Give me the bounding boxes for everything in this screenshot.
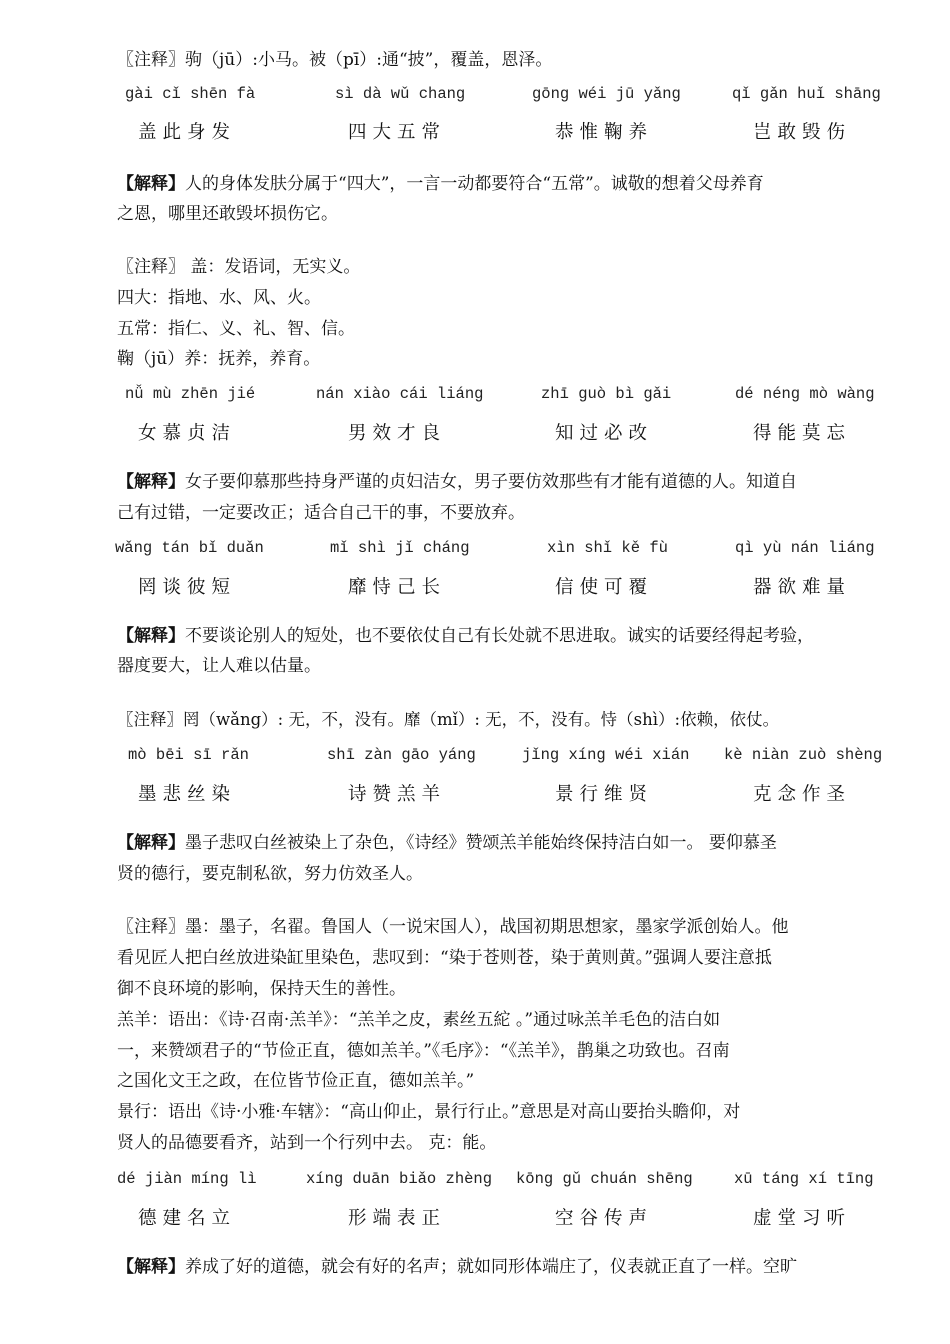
verse-chars: 岂敢毁伤 xyxy=(753,122,852,143)
explanation-label: 【解释】 xyxy=(117,626,185,646)
pinyin: shī zàn gāo yáng xyxy=(327,746,476,764)
explanation-2: 【解释】女子要仰慕那些持身严谨的贞妇洁女，男子要仿效那些有才能有道德的人。知道自 xyxy=(117,472,797,492)
pinyin: sì dà wǔ chang xyxy=(335,85,466,103)
verse-chars: 得能莫忘 xyxy=(753,423,852,444)
verse-chars: 罔谈彼短 xyxy=(138,577,237,598)
pinyin: mò bēi sī rǎn xyxy=(128,746,249,764)
explanation-3: 【解释】不要谈论别人的短处，也不要依仗自己有长处就不思进取。诚实的话要经得起考验， xyxy=(117,626,814,646)
verse-chars: 靡恃己长 xyxy=(348,577,447,598)
verse-chars: 克念作圣 xyxy=(753,784,852,805)
annotation-4-line-2: 看见匠人把白丝放进染缸里染色，悲叹到：“染于苍则苍，染于黄则黄。”强调人要注意抵 xyxy=(117,948,772,968)
verse-chars: 墨悲丝染 xyxy=(138,784,237,805)
explanation-1: 【解释】人的身体发肤分属于“四大”，一言一动都要符合“五常”。诚敬的想着父母养育 xyxy=(117,174,764,194)
annotation-1: 〖注释〗驹（jū）:小马。被（pī）:通“披”，覆盖，恩泽。 xyxy=(117,50,553,70)
annotation-4-line-7: 景行：语出《诗·小雅·车辖》：“高山仰止，景行行止。”意思是对高山要抬头瞻仰，对 xyxy=(117,1102,741,1122)
annotation-4-line-5: 一，来赞颂君子的“节俭正直，德如羔羊。”《毛序》：“《羔羊》，鹊巢之功致也。召南 xyxy=(117,1041,730,1061)
explanation-label: 【解释】 xyxy=(117,174,185,194)
explanation-3-line-2: 器度要大，让人难以估量。 xyxy=(117,656,321,676)
verse-chars: 器欲难量 xyxy=(753,577,852,598)
explanation-label: 【解释】 xyxy=(117,1257,185,1277)
pinyin: kè niàn zuò shèng xyxy=(724,746,883,764)
verse-chars: 空谷传声 xyxy=(555,1208,654,1229)
verse-chars: 诗赞羔羊 xyxy=(348,784,447,805)
verse-chars: 恭惟鞠养 xyxy=(555,122,654,143)
verse-chars: 虚堂习听 xyxy=(753,1208,852,1229)
pinyin: dé jiàn míng lì xyxy=(117,1170,257,1188)
annotation-3: 〖注释〗罔（wǎng）: 无，不，没有。靡（mǐ）: 无，不，没有。恃（shì）:依赖，依仗。 xyxy=(117,710,780,729)
explanation-4-line-2: 贤的德行，要克制私欲，努力仿效圣人。 xyxy=(117,864,423,884)
verse-chars: 德建名立 xyxy=(138,1208,237,1229)
verse-chars: 知过必改 xyxy=(555,423,654,444)
annotation-2-line-1: 〖注释〗 盖：发语词，无实义。 xyxy=(117,257,361,277)
explanation-label: 【解释】 xyxy=(117,833,185,853)
pinyin: nǚ mù zhēn jié xyxy=(125,385,256,403)
pinyin: xíng duān biǎo zhèng xyxy=(306,1170,493,1188)
annotation-4-line-1: 〖注释〗墨：墨子，名翟。鲁国人（一说宋国人），战国初期思想家，墨家学派创始人。他 xyxy=(117,917,789,937)
pinyin: dé néng mò wàng xyxy=(735,385,875,403)
verse-chars: 盖此身发 xyxy=(138,122,237,143)
annotation-2-line-4: 鞠（jū）养：抚养，养育。 xyxy=(117,349,321,369)
annotation-4-line-3: 御不良环境的影响，保持天生的善性。 xyxy=(117,979,406,999)
explanation-1-line-2: 之恩，哪里还敢毁坏损伤它。 xyxy=(117,204,338,224)
pinyin: gài cǐ shēn fà xyxy=(125,85,256,103)
verse-chars: 形端表正 xyxy=(348,1208,447,1229)
pinyin: mǐ shì jǐ cháng xyxy=(330,539,470,557)
pinyin: gōng wéi jū yǎng xyxy=(532,85,681,103)
pinyin: qì yù nán liáng xyxy=(735,539,875,557)
verse-chars: 女慕贞洁 xyxy=(138,423,237,444)
pinyin: jǐng xíng wéi xián xyxy=(522,746,690,764)
explanation-4: 【解释】墨子悲叹白丝被染上了杂色，《诗经》赞颂羔羊能始终保持洁白如一。 要仰慕圣 xyxy=(117,833,777,853)
pinyin: nán xiào cái liáng xyxy=(316,385,484,403)
pinyin: kōng gǔ chuán shēng xyxy=(516,1170,693,1188)
annotation-2-line-3: 五常：指仁、义、礼、智、信。 xyxy=(117,319,355,339)
pinyin: xū táng xí tīng xyxy=(734,1170,874,1188)
verse-chars: 男效才良 xyxy=(348,423,447,444)
pinyin: zhī guò bì gǎi xyxy=(541,385,672,403)
verse-chars: 四大五常 xyxy=(348,122,447,143)
pinyin: wǎng tán bǐ duǎn xyxy=(115,539,264,557)
pinyin: xìn shǐ kě fù xyxy=(547,539,668,557)
annotation-4-line-4: 羔羊：语出：《诗·召南·羔羊》：“羔羊之皮，素丝五紽 。”通过咏羔羊毛色的洁白如 xyxy=(117,1010,721,1030)
annotation-4-line-6: 之国化文王之政，在位皆节俭正直，德如羔羊。” xyxy=(117,1071,475,1091)
annotation-2-line-2: 四大：指地、水、风、火。 xyxy=(117,288,321,308)
verse-chars: 景行维贤 xyxy=(555,784,654,805)
explanation-2-line-2: 己有过错，一定要改正；适合自己干的事，不要放弃。 xyxy=(117,503,525,523)
explanation-label: 【解释】 xyxy=(117,472,185,492)
explanation-5: 【解释】养成了好的道德，就会有好的名声；就如同形体端庄了，仪表就正直了一样。空旷 xyxy=(117,1257,797,1277)
verse-chars: 信使可覆 xyxy=(555,577,654,598)
annotation-4-line-8: 贤人的品德要看齐，站到一个行列中去。 克：能。 xyxy=(117,1133,497,1153)
pinyin: qǐ gǎn huǐ shāng xyxy=(732,85,881,103)
